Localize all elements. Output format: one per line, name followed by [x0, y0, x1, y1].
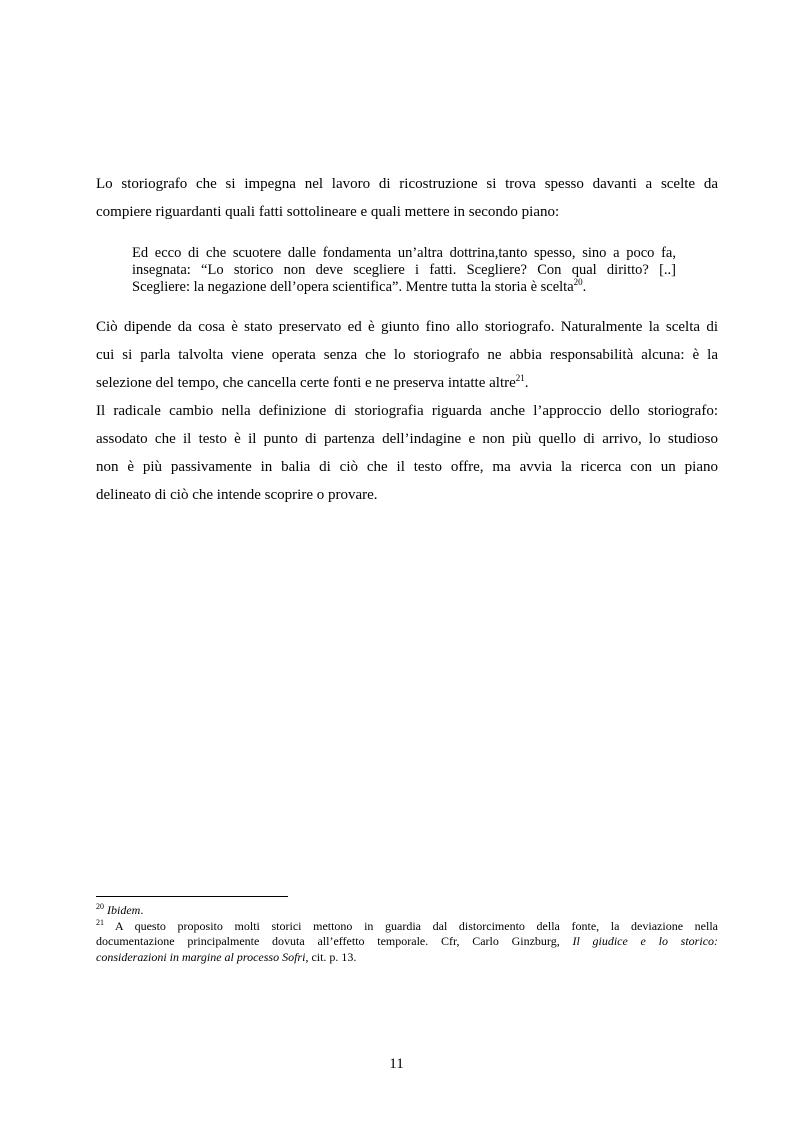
footnote-number: 20 [96, 902, 104, 911]
footnotes [96, 903, 718, 965]
footnote-21-line [96, 950, 718, 966]
paragraph-line: cui si parla talvolta viene operata senza che lo storiografo ne abbia responsabilità alcuna: è la [96, 347, 718, 363]
quote-end-punct: . [582, 279, 587, 295]
block-quote [132, 245, 676, 296]
paragraph-1 [96, 170, 718, 226]
page-number: 11 [389, 1056, 404, 1072]
quote-line [132, 279, 676, 296]
footnote-ref-21[interactable]: 21 [515, 373, 525, 383]
paragraph-line: non è più passivamente in balia di ciò che il testo offre, ma avvia la ricerca con un piano [96, 459, 718, 475]
footnote-20 [96, 903, 718, 919]
paragraph-line: delineato di ciò che intende scoprire o provare. [96, 487, 378, 503]
paragraph-line [96, 369, 718, 397]
footnote-text: A questo proposito molti storici mettono in guardia dal distorcimento della fonte, la deviazione nella [114, 918, 718, 933]
footnote-ref-20[interactable]: 20 [573, 277, 583, 287]
paragraph-line: Ciò dipende da cosa è stato preservato ed è giunto fino allo storiografo. Naturalmente la scelta di [96, 319, 718, 335]
footnote-punct: . [140, 903, 144, 917]
footnote-21-line [96, 934, 718, 950]
paragraph-2 [96, 313, 718, 397]
footnote-text: Ibidem [107, 903, 141, 917]
quote-line-text: Scegliere: la negazione dell’opera scientifica”. Mentre tutta la storia è scelta [132, 279, 574, 295]
footnote-text: , cit. p. 13. [305, 949, 357, 964]
footnote-text: documentazione principalmente dovuta all’effetto temporale. Cfr, Carlo Ginzburg, [96, 934, 560, 948]
footnote-cited-title: considerazioni in margine al processo Sofri [96, 949, 306, 964]
quote-line: insegnata: “Lo storico non deve scegliere i fatti. Scegliere? Con qual diritto? [..] [132, 262, 676, 278]
paragraph-line-text: selezione del tempo, che cancella certe fonti e ne preserva intatte altre [96, 375, 516, 391]
paragraph-line: compiere riguardanti quali fatti sottolineare e quali mettere in secondo piano: [96, 204, 560, 220]
paragraph-end-punct: . [524, 375, 529, 391]
quote-line: Ed ecco di che scuotere dalle fondamenta un’altra dottrina,tanto spesso, sino a poco fa, [132, 245, 676, 261]
paragraph-line: Il radicale cambio nella definizione di storiografia riguarda anche l’approccio dello storiografo: [96, 403, 718, 419]
paragraph-line: Lo storiografo che si impegna nel lavoro di ricostruzione si trova spesso davanti a scelte da [96, 176, 718, 192]
footnote-separator [96, 896, 288, 897]
footnote-number: 21 [96, 917, 104, 927]
footnote-21-line [96, 919, 718, 935]
footnote-cited-title: Il giudice e lo storico: [572, 934, 719, 948]
paragraph-3 [96, 397, 718, 509]
paragraph-line: assodato che il testo è il punto di partenza dell’indagine e non più quello di arrivo, lo studioso [96, 431, 718, 447]
